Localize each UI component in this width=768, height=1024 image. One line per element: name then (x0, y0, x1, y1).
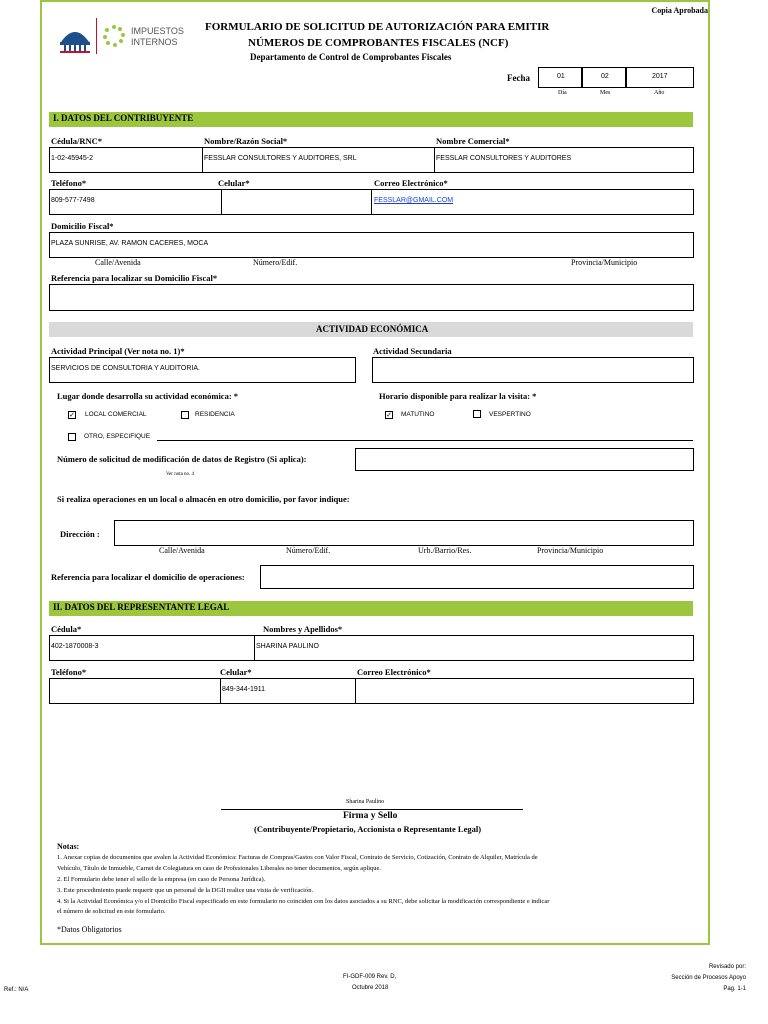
rep-phone-label: Teléfono* (51, 667, 87, 677)
business-name-field[interactable]: FESSLAR CONSULTORES Y AUDITORES, SRL (202, 147, 435, 173)
section-1-header: I. DATOS DEL CONTRIBUYENTE (49, 112, 693, 127)
phone-field[interactable]: 809-577-7498 (49, 189, 222, 215)
note-4b: el número de solicitud en este formulario. (57, 908, 166, 915)
rep-cell-field[interactable]: 849-344-1911 (220, 678, 356, 704)
morning-checkbox[interactable]: ✓ (386, 411, 392, 419)
day-caption: Día (558, 90, 567, 96)
note-1a: 1. Anexar copias de documentos que avalen la Actividad Económica: Facturas de Compras/Gastos con Valor Fiscal, Contrato de Servicio, Cotización, Contrato de Alquiler, Matrícula de (57, 854, 538, 861)
note-1b: Vehículo, Título de Inmueble, Carnet de Colegiatura en caso de Profesionales Liberales no tener documentos, según aplique. (57, 865, 382, 872)
evening-checkbox[interactable] (473, 410, 481, 418)
main-activity-field[interactable]: SERVICIOS DE CONSULTORIA Y AUDITORIA. (49, 357, 356, 383)
fiscal-address-label: Domicilio Fiscal* (51, 221, 114, 231)
direction-caption-street: Calle/Avenida (159, 546, 205, 555)
form-title-2: NÚMEROS DE COMPROBANTES FISCALES (NCF) (248, 37, 509, 49)
reference-label: Referencia para localizar su Domicilio Fiscal* (51, 273, 218, 283)
email-label: Correo Electrónico* (374, 178, 448, 188)
date-day-field[interactable]: 01 (538, 67, 582, 88)
logo-line-2: INTERNOS (131, 37, 178, 47)
rnc-label: Cédula/RNC* (51, 136, 103, 146)
form-subtitle: Departamento de Control de Comprobantes Fiscales (250, 52, 452, 62)
commercial-name-label: Nombre Comercial* (436, 136, 510, 146)
phone-label: Teléfono* (51, 178, 87, 188)
note-3: 3. Este procedimiento puede requerir que un personal de la DGII realice una visita de verificación. (57, 887, 314, 894)
signature-title: Firma y Sello (343, 811, 398, 821)
month-caption: Mes (600, 90, 611, 96)
direction-caption-province: Provincia/Municipio (537, 546, 604, 555)
cell-label: Celular* (218, 178, 250, 188)
footer-ref: Ref.: N/A (4, 987, 29, 993)
date-year-field[interactable]: 2017 (626, 67, 694, 88)
rep-id-label: Cédula* (51, 624, 82, 634)
signature-subtitle: (Contribuyente/Propietario, Accionista o Representante Legal) (254, 824, 482, 834)
logo-text (131, 26, 184, 48)
date-label: Fecha (507, 73, 530, 83)
signature-line[interactable] (221, 809, 523, 810)
rep-id-field[interactable]: 402-1870008-3 (49, 635, 255, 661)
see-note-4: Ver nota no. 4 (166, 472, 195, 477)
signature-name: Sharina Paulino (346, 799, 385, 805)
main-activity-label: Actividad Principal (Ver nota no. 1)* (51, 346, 185, 356)
morning-option-label: MATUTINO (401, 411, 435, 418)
footer-page: Pag. 1-1 (723, 986, 746, 992)
other-address-label: Si realiza operaciones en un local o almacén en otro domicilio, por favor indique: (57, 494, 350, 504)
footer-code: FI-GDF-009 Rev. D, (343, 974, 397, 980)
footer-date: Octubre 2018 (352, 985, 389, 991)
note-4a: 4. Si la Actividad Económica y/o el Domicilio Fiscal especificado en este formulario no coinciden con los datos asociados a su RNC, debe solicitar la modificación correspondiente e indicar (57, 898, 550, 905)
local-checkbox[interactable]: ✓ (69, 411, 75, 419)
schedule-label: Horario disponible para realizar la visita: * (379, 391, 537, 401)
rnc-field[interactable]: 1-02-45945-2 (49, 147, 204, 173)
name-label: Nombre/Razón Social* (204, 136, 288, 146)
address-caption-province: Provincia/Municipio (571, 258, 638, 267)
footer-reviewed: Revisado por: (708, 964, 746, 970)
rep-names-label: Nombres y Apellidos* (263, 624, 343, 634)
direction-label: Dirección : (60, 529, 100, 539)
rep-cell-label: Celular* (220, 667, 252, 677)
copy-label: Copia Aprobada (651, 6, 708, 15)
local-option-label: LOCAL COMERCIAL (85, 411, 147, 418)
direction-caption-number: Número/Edif. (286, 546, 331, 555)
logo-divider (96, 18, 97, 54)
address-caption-number: Número/Edif. (253, 258, 298, 267)
other-checkbox[interactable] (68, 433, 76, 441)
residence-option-label: RESIDENCIA (195, 411, 235, 418)
logo-line-1: IMPUESTOS (131, 26, 184, 36)
request-number-label: Número de solicitud de modificación de datos de Registro (Si aplica): (57, 454, 307, 464)
required-fields-note: *Datos Obligatorios (57, 925, 122, 934)
evening-option-label: VESPERTINO (489, 411, 531, 418)
place-label: Lugar donde desarrolla su actividad económica: * (57, 391, 239, 401)
section-2-header: II. DATOS DEL REPRESENTANTE LEGAL (49, 601, 693, 616)
notes-heading: Notas: (57, 842, 80, 851)
residence-checkbox[interactable] (181, 411, 189, 419)
direction-field[interactable] (114, 520, 694, 546)
fiscal-address-field[interactable]: PLAZA SUNRISE, AV. RAMON CACERES, MOCA (49, 232, 694, 258)
other-specify-line[interactable] (157, 440, 693, 441)
ops-reference-label: Referencia para localizar el domicilio de operaciones: (51, 572, 245, 582)
rep-email-label: Correo Electrónico* (357, 667, 431, 677)
cell-field[interactable] (221, 189, 372, 215)
other-option-label: OTRO, ESPECIFIQUE (84, 433, 151, 440)
date-month-field[interactable]: 02 (582, 67, 626, 88)
rep-email-field[interactable] (355, 678, 694, 704)
secondary-activity-label: Actividad Secundaria (373, 346, 452, 356)
commercial-name-field[interactable]: FESSLAR CONSULTORES Y AUDITORES (434, 147, 694, 173)
rep-phone-field[interactable] (49, 678, 221, 704)
government-seal-icon (55, 20, 95, 54)
address-caption-street: Calle/Avenida (95, 258, 141, 267)
rep-names-field[interactable]: SHARINA PAULINO (254, 635, 694, 661)
footer-section: Sección de Procesos Apoyo (671, 975, 746, 981)
form-title-1: FORMULARIO DE SOLICITUD DE AUTORIZACIÓN PARA EMITIR (205, 21, 550, 33)
secondary-activity-field[interactable] (372, 357, 694, 383)
ops-reference-field[interactable] (260, 565, 694, 589)
reference-field[interactable] (49, 284, 694, 311)
activity-header: ACTIVIDAD ECONÓMICA (49, 322, 693, 337)
note-2: 2. El Formulario debe tener el sello de la empresa (en caso de Persona Jurídica). (57, 876, 266, 883)
year-caption: Año (654, 90, 665, 96)
dgii-logo-icon (102, 24, 126, 48)
email-field[interactable]: FESSLAR@GMAIL.COM (371, 189, 694, 215)
direction-caption-neighborhood: Urb./Barrio/Res. (418, 546, 472, 555)
request-number-field[interactable] (355, 448, 694, 471)
